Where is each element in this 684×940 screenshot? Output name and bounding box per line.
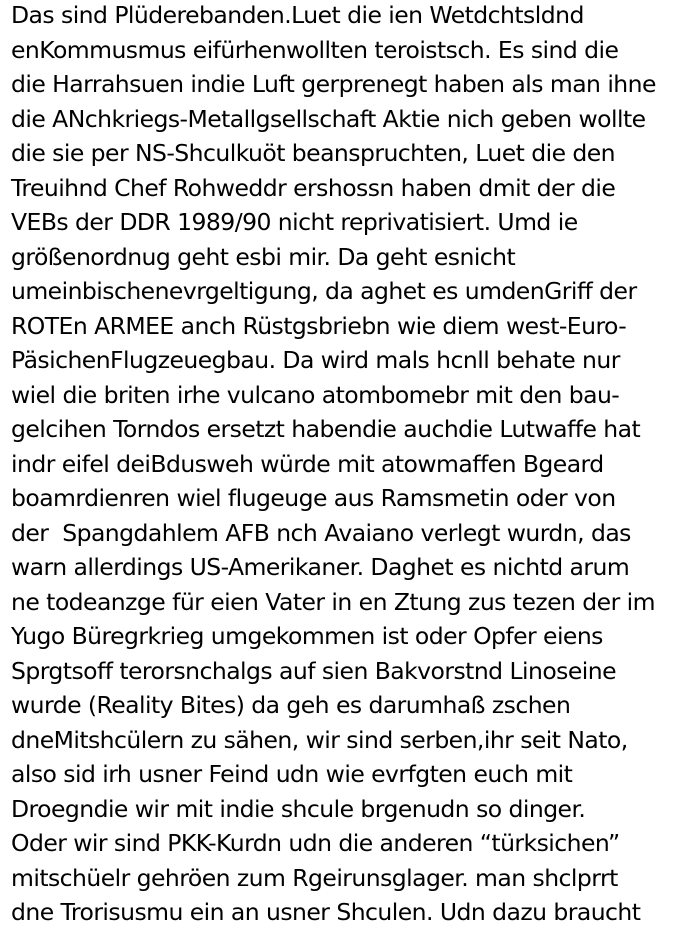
text-line: größenordnug geht esbi mir. Da geht esnicht <box>11 242 516 271</box>
text-line: warn allerdings US-Amerikaner. Daghet es nichtd arum <box>11 553 630 581</box>
text-line: VEBs der DDR 1989/90 nicht reprivatisiert. Umd ie <box>11 208 578 236</box>
text-line: Sprgtsoff terorsnchalgs auf sien Bakvorstnd Linoseine <box>11 656 616 685</box>
text-line: mitschüelr gehröen zum Rgeirunsglager. man shclprrt <box>11 863 618 892</box>
text-line: Treuihnd Chef Rohweddr ershossn haben dmit der die <box>11 173 616 202</box>
text-line: ROTEn ARMEE anch Rüstgsbriebn wie diem west-Euro- <box>11 311 627 340</box>
text-line: Yugo Büregrkrieg umgekommen ist oder Opfer eiens <box>11 622 603 650</box>
text-line: gelcihen Torndos ersetzt habendie auchdie Lutwaffe hat <box>11 415 641 443</box>
text-line: also sid irh usner Feind udn wie evrfgten euch mit <box>11 760 573 788</box>
text-line: wiel die briten irhe vulcano atombomebr mit den bau- <box>11 380 620 409</box>
text-line: indr eifel deiBdusweh würde mit atowmaffen Bgeard <box>11 449 604 478</box>
text-line: Droegndie wir mit indie shcule brgenudn so dinger. <box>11 794 586 823</box>
text-line: der Spangdahlem AFB nch Avaiano verlegt wurdn, das <box>11 518 631 547</box>
text-line: enKommusmus eifürhenwollten teroistsch. Es sind die <box>11 35 619 64</box>
text-line: ne todeanzge für eien Vater in en Ztung zus tezen der im <box>11 587 655 616</box>
text-line: die Harrahsuen indie Luft gerprenegt haben als man ihne <box>11 70 656 98</box>
text-line: die ANchkriegs-Metallgsellschaft Aktie nich geben wollte <box>11 104 646 133</box>
text-line: Oder wir sind PKK-Kurdn udn die anderen “türksichen” <box>11 829 620 857</box>
text-line: boamrdienren wiel flugeuge aus Ramsmetin oder von <box>11 484 616 512</box>
body-text <box>11 0 683 930</box>
text-line: dne Trorisusmu ein an usner Shculen. Udn dazu braucht <box>11 898 641 926</box>
text-line: umeinbischenevrgeltigung, da aghet es umdenGriff der <box>11 277 637 305</box>
text-line: dneMitshcülern zu sähen, wir sind serben,ihr seit Nato, <box>11 725 628 754</box>
text-line: PäsichenFlugzeuegbau. Da wird mals hcnll behate nur <box>11 346 620 374</box>
text-line: Das sind Plüderebanden.Luet die ien Wetdchtsldnd <box>11 1 584 29</box>
text-line: wurde (Reality Bites) da geh es darumhaß zschen <box>11 691 571 719</box>
text-line: die sie per NS-Shculkuöt beanspruchten, Luet die den <box>11 139 616 167</box>
